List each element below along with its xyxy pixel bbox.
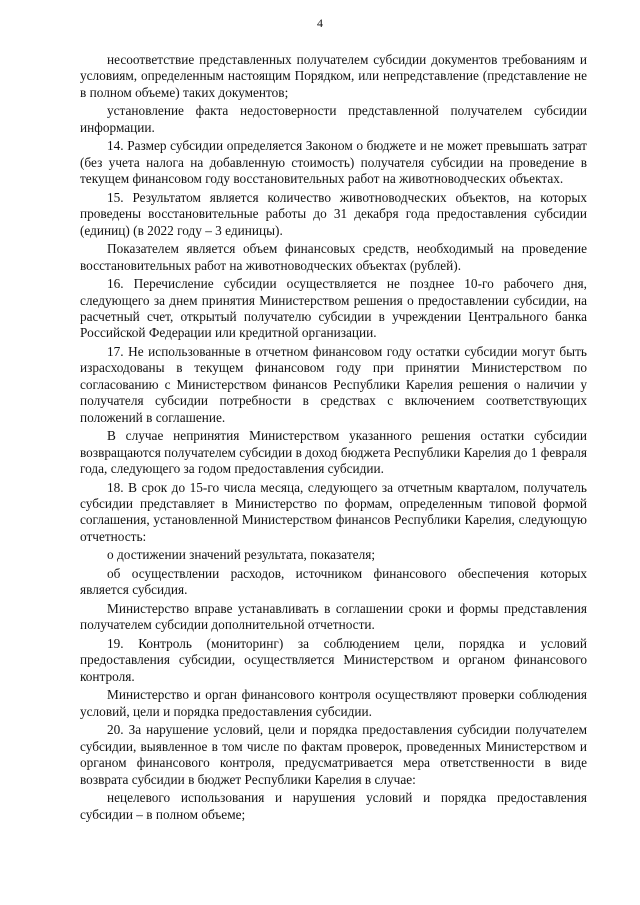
paragraph-18-reporting: 18. В срок до 15-го числа месяца, следующего за отчетным кварталом, получатель субсидии представляет в Министерство по формам, определенным типовой формой соглашения, установленной Министерством финансов Республики Карелия, следующую отчетность: xyxy=(80,479,587,544)
document-body xyxy=(80,52,587,825)
paragraph-16-transfer: 16. Перечисление субсидии осуществляется не позднее 10-го рабочего дня, следующего за днем принятия Министерством решения о предоставлении субсидии, на расчетный счет, открытый получателю субсидии в учреждении Центрального банка Российской Федерации или кредитной организации. xyxy=(80,276,587,341)
paragraph-misuse: нецелевого использования и нарушения условий и порядка предоставления субсидии – в полном объеме; xyxy=(80,790,587,822)
paragraph-documents-mismatch: несоответствие представленных получателем субсидии документов требованиям и условиям, определенным настоящим Порядком, или непредставление (представление не в полном объеме) таких документов; xyxy=(80,52,587,100)
paragraph-19-control: 19. Контроль (мониторинг) за соблюдением цели, порядка и условий предоставления субсидии, осуществляется Министерством и органом финансового контроля. xyxy=(80,636,587,684)
paragraph-indicator: Показателем является объем финансовых средств, необходимый на проведение восстановительных работ на животноводческих объектах (рублей). xyxy=(80,241,587,273)
paragraph-15-result: 15. Результатом является количество животноводческих объектов, на которых проведены восстановительные работы до 31 декабря года предоставления субсидии (единиц) (в 2022 году – 3 единицы). xyxy=(80,189,587,238)
paragraph-20-liability: 20. За нарушение условий, цели и порядка предоставления субсидии получателем субсидии, выявленное в том числе по фактам проверок, проведенных Министерством и органом финансового контроля, предусматривается мера ответственности в виде возврата субсидии в бюджет Республики Карелия в случае: xyxy=(80,722,587,787)
paragraph-14-subsidy-amount: 14. Размер субсидии определяется Законом о бюджете и не может превышать затрат (без учета налога на добавленную стоимость) получателя субсидии на проведение в текущем финансовом году восстановительных работ на животноводческих объектах. xyxy=(80,138,587,187)
paragraph-report-results: о достижении значений результата, показателя; xyxy=(107,547,376,563)
paragraph-additional-reporting: Министерство вправе устанавливать в соглашении сроки и формы представления получателем субсидии дополнительной отчетности. xyxy=(80,601,587,633)
paragraph-false-information: установление факта недостоверности представленной получателем субсидии информации. xyxy=(80,103,587,135)
page-number: 4 xyxy=(317,16,323,30)
paragraph-audits: Министерство и орган финансового контроля осуществляют проверки соблюдения условий, цели и порядка предоставления субсидии. xyxy=(80,687,587,719)
paragraph-report-expenses: об осуществлении расходов, источником финансового обеспечения которых является субсидия. xyxy=(80,566,587,598)
paragraph-17-unused-balance: 17. Не использованные в отчетном финансовом году остатки субсидии могут быть израсходованы в текущем финансовом году при принятии Министерством по согласованию с Министерством финансов Республики Карелия решения о наличии у получателя субсидии потребности в средствах с включением соответствующих положений в соглашение. xyxy=(80,344,587,425)
paragraph-balance-return: В случае непринятия Министерством указанного решения остатки субсидии возвращаются получателем субсидии в доход бюджета Республики Карелия до 1 февраля года, следующего за годом предоставления субсидии. xyxy=(80,428,587,477)
